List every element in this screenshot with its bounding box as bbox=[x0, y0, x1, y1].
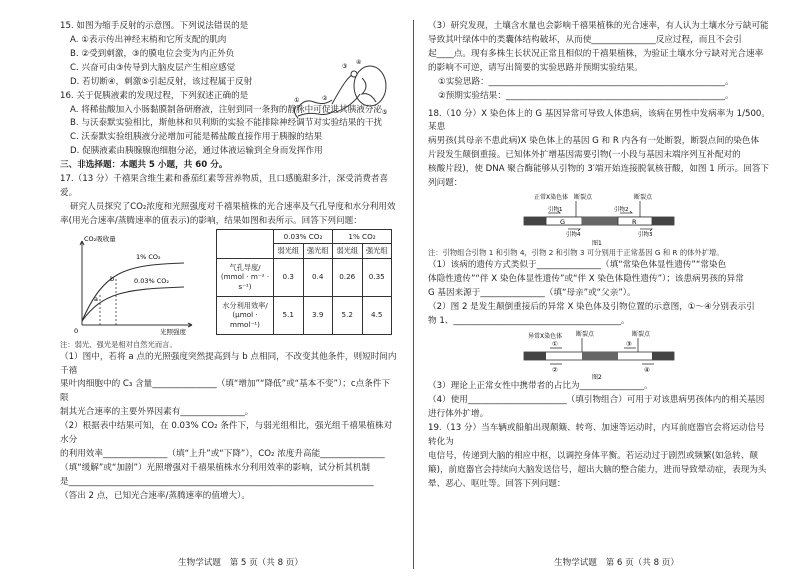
q19-line1: 19.（13 分）当车辆或船舶出现颠簸、转弯、加速等运动时，内耳前庭器官会将运动信号转化为 bbox=[428, 423, 765, 448]
fig1-primer-3: 引物3 bbox=[638, 232, 653, 239]
row1-label-line1: 气孔导度/ bbox=[229, 263, 261, 272]
fig1-title: 正常X染色体 bbox=[534, 194, 569, 202]
q17-p2-line5: （答出 2 点，已知光合速率/蒸腾速率的值增大）。 bbox=[60, 490, 250, 501]
table-cell: 3.9 bbox=[303, 296, 333, 334]
table-header-co2-high: 1% CO₂ bbox=[333, 229, 392, 243]
q15-option-c: C. 兴奋可由③传导到大脑皮层产生相应感觉 bbox=[70, 62, 236, 73]
q18-line2: 病男孩(其母亲不患此病)X 染色体上的基因 G 和 R 内各有一处断裂，断裂点间的染色体 bbox=[428, 136, 760, 147]
q15-options bbox=[60, 34, 288, 90]
q18-p2-line2: 物 1、_______________________________________。 bbox=[428, 315, 630, 326]
q17-3-result: ②预期实验结果：___________________________________________________。 bbox=[438, 90, 734, 101]
q15-option-b: B. ②受到刺激，③的膜电位会变为内正外负 bbox=[70, 48, 235, 59]
q18-line1: 18.（10 分）X 染色体上的 G 基因异常可导致人体患病，该病在男性中发病率为 1/500。某患 bbox=[428, 108, 770, 133]
q17-3-line3: 起____点。现有多株生长状况正常且相似的千禧果植株，为验证土壤水分亏缺对光合速率 bbox=[428, 48, 764, 59]
svg-text:②: ② bbox=[322, 95, 328, 102]
table-cell: 5.2 bbox=[333, 296, 363, 334]
table-cell: 4.5 bbox=[362, 296, 392, 334]
q17-3-line1: （3）研究发现，土壤含水量也会影响千禧果植株的光合速率，有人认为土壤水分亏缺可能 bbox=[428, 21, 769, 31]
q19-line2: 电信号，传递到大脑的相应中枢，以调控身体平衡。若运动过于剧烈或频繁(如急转、颠 bbox=[428, 451, 758, 462]
table-header-co2-low: 0.03% CO₂ bbox=[274, 229, 333, 243]
q19-line4: 晕、恶心、呕吐等。回答下列问题： bbox=[428, 478, 566, 489]
q17-p2-line4: 是_______________________________________________________________________ bbox=[60, 476, 374, 487]
q17-line2: 研究人员探究了CO₂浓度和光照强度对千禧果植株的光合速率及气孔导度和水分利用效 bbox=[70, 201, 396, 212]
graph-point-b: b bbox=[110, 274, 115, 283]
row2-label-line1: 水分利用效率/ bbox=[222, 301, 268, 310]
table-header-strong: 强光组 bbox=[362, 244, 392, 258]
fig2-title: 异常X染色体 bbox=[528, 333, 563, 341]
q17-3-line2: 导致其叶绿体中的类囊体结构破坏，从而使_______________反应过程，而且不会引 bbox=[428, 34, 742, 45]
q17-p2-line3: （填“缓解”或“加剧”）光照增强对千禧果植株水分利用效率的影响，试分析其机制 bbox=[60, 463, 370, 474]
table-header-weak: 弱光组 bbox=[333, 244, 363, 258]
q17-3-line4: 的影响不可逆，请写出简要的实验思路并预期实验结果。 bbox=[428, 62, 643, 73]
table-cell: 0.4 bbox=[303, 258, 333, 296]
co2-light-graph bbox=[64, 231, 204, 335]
q15-option-a: A. ①表示传出神经末梢和它所支配的肌肉 bbox=[70, 34, 227, 45]
q16-option-a: A. 将稀盐酸加入小肠黏膜制备研磨液，注射到同一条狗的静脉中可促进其胰液分泌 bbox=[70, 104, 382, 115]
fig2-primer-4: ④ bbox=[644, 366, 650, 375]
q18-line4: 核酸片段)，使 DNA 聚合酶能够从引物的 3′端开始连接脱氧核苷酸，如图 1 所示。回答下 bbox=[428, 164, 770, 175]
page-footer-right: 生物学试题 第 6 页（共 8 页） bbox=[554, 558, 679, 569]
section-3-heading: 三、非选择题：本题共 5 小题，共 60 分。 bbox=[60, 160, 228, 171]
table-row-label bbox=[217, 296, 274, 334]
graph-curve1-label: 1% CO₂ bbox=[136, 252, 161, 261]
fig1-caption: 图1 bbox=[592, 240, 602, 248]
q17-line3: 率(用光合速率/蒸腾速率的值表示)的影响，结果如图和表所示。回答下列问题： bbox=[60, 215, 362, 226]
q18-line3: 片段发生颠倒重接。已知体外扩增基因需要引物(一小段与基因末端序列互补配对的 bbox=[428, 150, 741, 161]
left-column bbox=[60, 20, 398, 553]
table-header-strong: 强光组 bbox=[303, 244, 333, 258]
q15-option-d: D. 若切断④，刺激⑤引起反射，该过程属于反射 bbox=[70, 76, 253, 87]
table-cell: 0.3 bbox=[274, 258, 304, 296]
table-header-weak: 弱光组 bbox=[274, 244, 304, 258]
svg-text:④: ④ bbox=[356, 59, 362, 66]
q18-p1-line1: （1）该病的遗传方式类似于_______________（填“常染色体显性遗传”“常染色 bbox=[428, 259, 727, 270]
figure-2-abnormal-x bbox=[428, 328, 772, 380]
fig2-primer-3: ③ bbox=[626, 340, 632, 349]
q18-p1-line3: G 基因来源于_______________（填“母亲”或“父亲”）。 bbox=[428, 287, 636, 298]
q17-note: 注：弱光、强光是相对自然光而言。 bbox=[60, 339, 177, 349]
svg-text:①: ① bbox=[294, 97, 300, 104]
right-column bbox=[428, 20, 772, 553]
fig2-caption: 图2 bbox=[592, 374, 602, 381]
fig1-primer-4: 引物4 bbox=[566, 232, 581, 239]
table-cell: 0.26 bbox=[333, 258, 363, 296]
reflex-arc-figure bbox=[292, 56, 392, 124]
fig1-gene-g: G bbox=[560, 218, 566, 227]
q17-3-idea: ①实验思路：_______________________________________________________。 bbox=[438, 76, 734, 87]
table-cell: 0.35 bbox=[362, 258, 392, 296]
q17-p2-line2: 的利用效率_______________（填“上升”或“下降”），CO₂ 浓度升高能_______________ bbox=[60, 449, 385, 460]
row1-label-line2: (mmol · m⁻² · s⁻¹) bbox=[220, 272, 270, 291]
fig1-breakpoint-1: 断裂点 bbox=[574, 194, 593, 202]
fig1-breakpoint-2: 断裂点 bbox=[634, 194, 653, 202]
table-corner bbox=[217, 229, 274, 258]
fig2-breakpoint-1: 断裂点 bbox=[576, 331, 595, 339]
graph-point-a: a bbox=[94, 294, 98, 303]
q19-line3: 簸)，前庭器官会持续向大脑发送信号，超出大脑的整合能力，进而导致晕动症，表现为头 bbox=[428, 465, 767, 476]
graph-ylabel: CO₂吸收量 bbox=[84, 234, 116, 243]
figure-1-normal-x bbox=[428, 191, 772, 247]
graph-origin: 0 bbox=[74, 326, 79, 335]
q17-p1-line1: （1）图中，若将 a 点的光照强度突然提高到与 b 点相同，不改变其他条件，则短时间内千禧 bbox=[60, 351, 397, 376]
fig1-gene-r: R bbox=[632, 218, 637, 227]
q16-stem: 16. 关于促胰液素的发现过程，下列叙述正确的是 bbox=[60, 90, 249, 101]
fig2-breakpoint-2: 断裂点 bbox=[632, 331, 651, 339]
q18-p4-line2: 进行体外扩增。 bbox=[428, 409, 489, 420]
column-divider bbox=[413, 20, 414, 569]
q18-p2-line1: （2）图 2 是发生颠倒重接后的异常 X 染色体及引物位置的示意图，①～④分别表示引 bbox=[428, 301, 755, 312]
fig2-primer-2: ② bbox=[552, 366, 558, 375]
table-cell: 5.1 bbox=[274, 296, 304, 334]
q18-line5: 列问题： bbox=[428, 178, 463, 189]
page-footer-left: 生物学试题 第 5 页（共 8 页） bbox=[178, 558, 303, 569]
svg-text:⑤: ⑤ bbox=[382, 109, 388, 116]
q18-note: 注：引物组合引物 1 和引物 4，引物 2 和引物 3 可分别用于正常基因 G 和 R 的体外扩增。 bbox=[428, 248, 724, 258]
graph-curve2-label: 0.03% CO₂ bbox=[134, 276, 169, 285]
q17-p1-line2: 果叶肉细胞中的 C₃ 含量_______________（填“增加”“降低”或“基本不变”）；c点条件下限 bbox=[60, 379, 390, 404]
table-row-label bbox=[217, 258, 274, 296]
q17-figure-area bbox=[60, 229, 398, 339]
fig1-primer-2: 引物2 bbox=[614, 207, 629, 214]
q18-p1-line2: 体隐性遗传”“伴 X 染色体显性遗传”或“伴 X 染色体隐性遗传”）；该患病男孩的异常 bbox=[428, 273, 744, 284]
q16-option-c: C. 沃泰默实验组胰液分泌增加可能是稀盐酸直接作用于胰腺的结果 bbox=[70, 132, 323, 143]
q16-option-b: B. 与沃泰默实验相比，斯他林和贝利斯的实验不能排除神经调节对实验结果的干扰 bbox=[70, 118, 383, 129]
q17-p2-line1: （2）根据表中结果可知，在 0.03% CO₂ 条件下，与弱光组相比，强光组千禧果植株对水分 bbox=[60, 421, 393, 446]
q18-p3: （3）理论上正常女性中携带者的占比为_______________。 bbox=[428, 381, 653, 392]
q17-data-table bbox=[216, 229, 392, 335]
fig2-primer-1: ① bbox=[552, 340, 558, 349]
row2-label-line2: (μmol · mmol⁻¹) bbox=[230, 310, 260, 329]
q15-stem: 15. 如图为缩手反射的示意图。下列说法错误的是 bbox=[60, 21, 249, 31]
q17-line1: 17.（13 分）千禧果含维生素和番茄红素等营养物质，且口感脆甜多汁，深受消费者喜爱。 bbox=[60, 174, 389, 199]
fig1-primer-1: 引物1 bbox=[548, 207, 563, 214]
svg-text:③: ③ bbox=[342, 63, 348, 70]
q17-p1-line3: 制其光合速率的主要外界因素有_______________。 bbox=[60, 407, 254, 418]
q18-p4-line1: （4）使用_______________________（填引物组合）可用于对该患病男孩体内的相关基因 bbox=[428, 395, 765, 406]
q16-option-d: D. 促胰液素由胰腺腺泡细胞分泌，通过体液运输到全身而发挥作用 bbox=[70, 146, 323, 157]
graph-xlabel: 光照强度 bbox=[160, 327, 186, 335]
